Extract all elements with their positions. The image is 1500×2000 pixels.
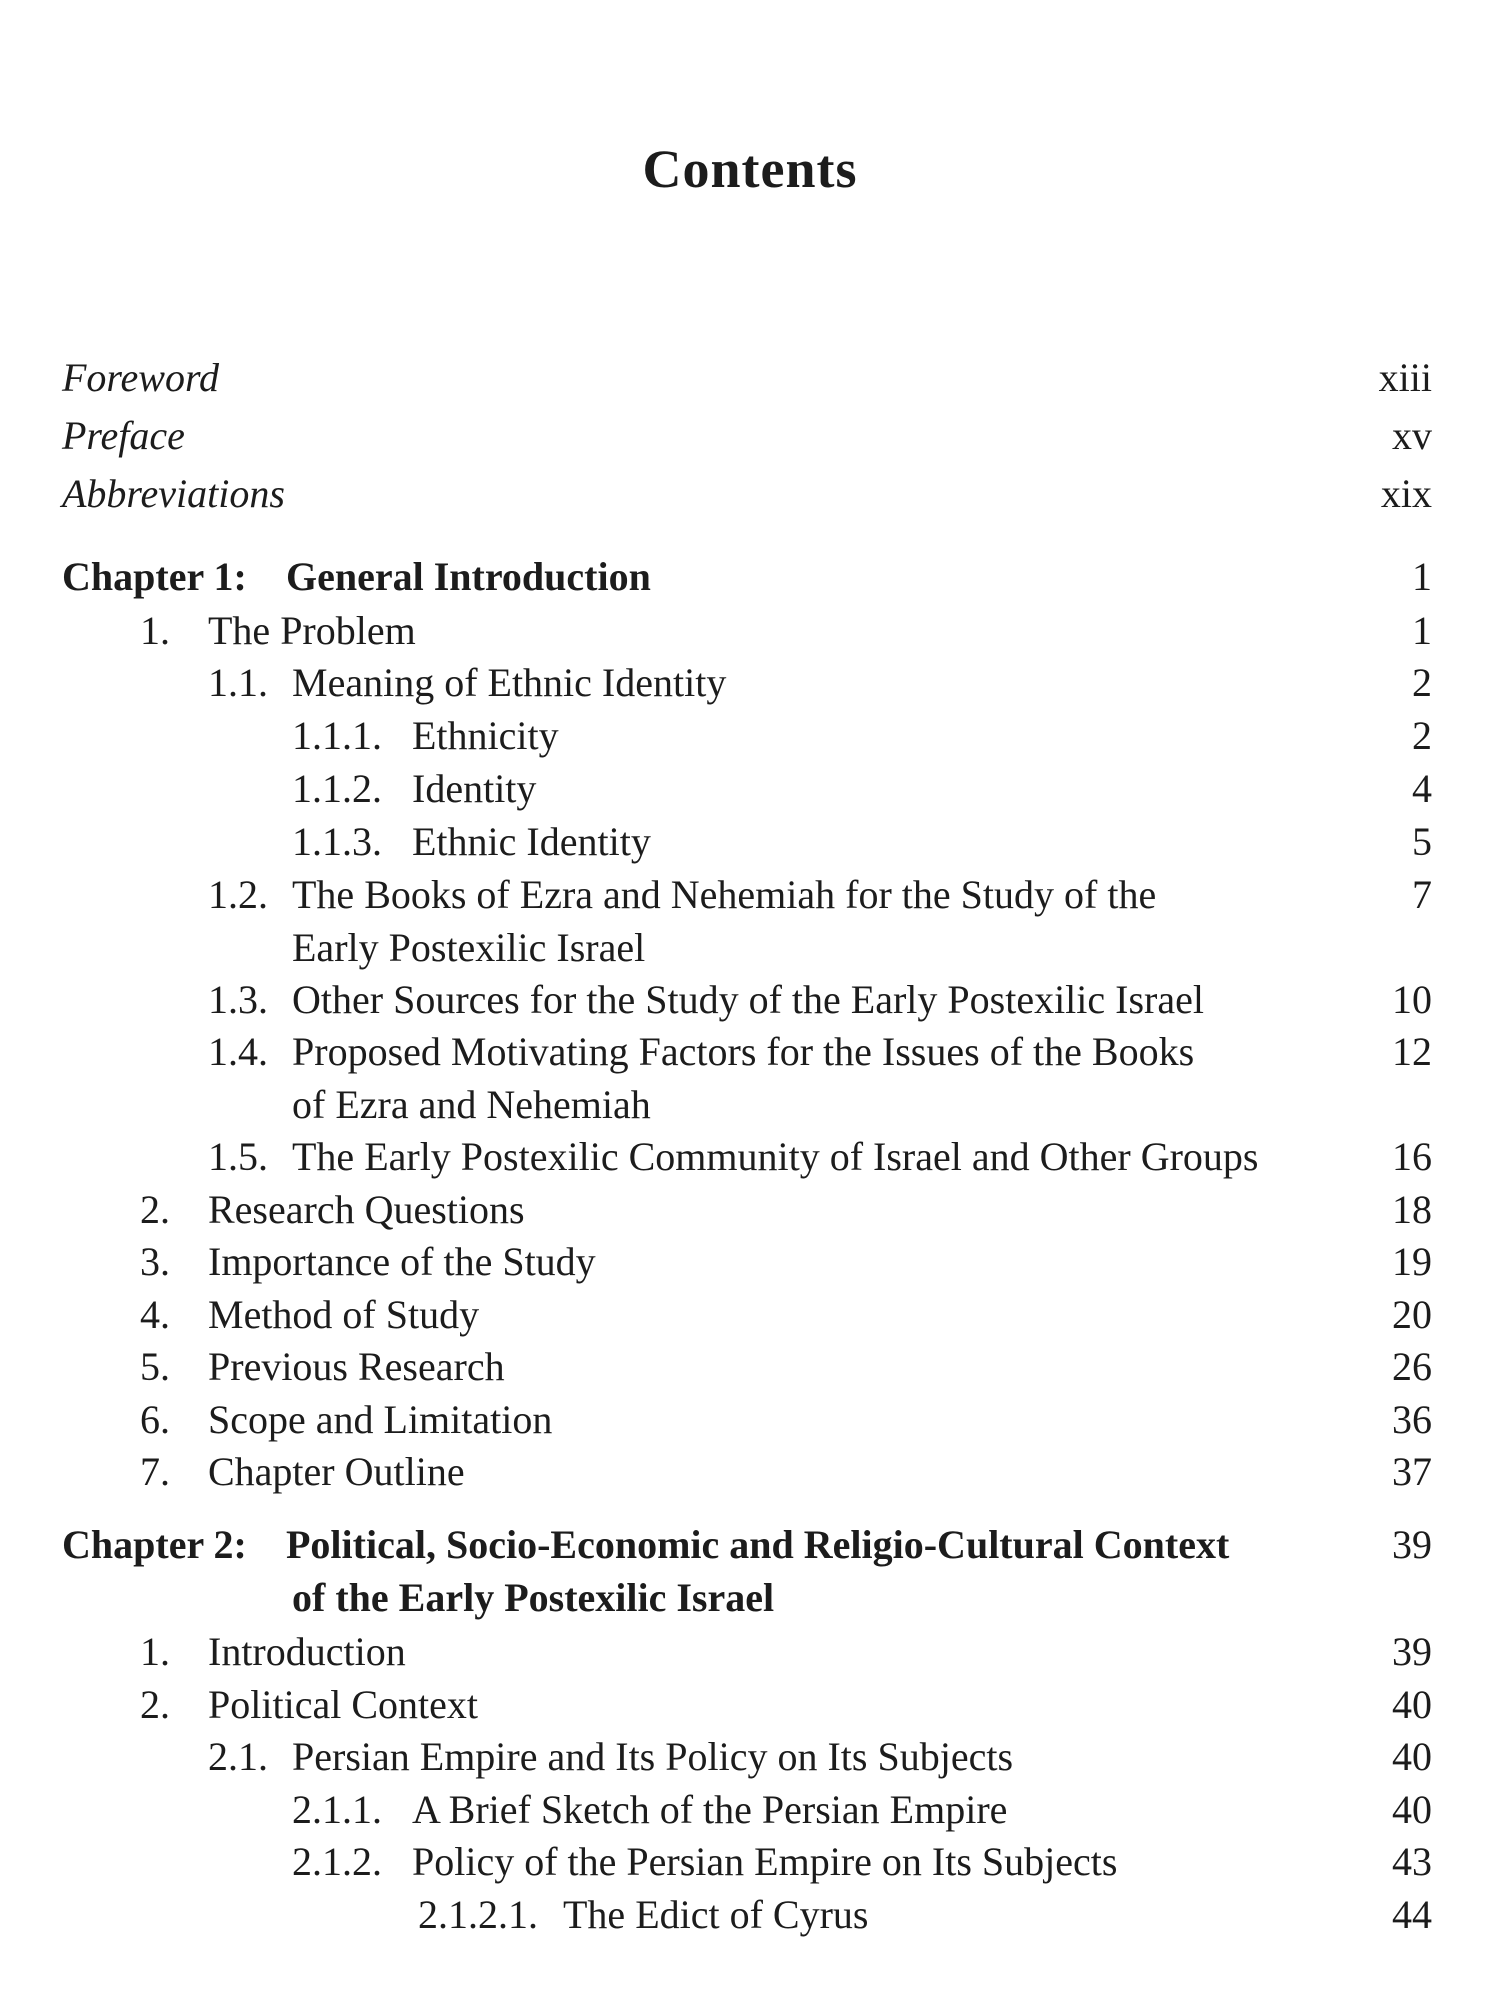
toc-entry-text: Abbreviations — [62, 471, 285, 516]
toc-page-number: 26 — [1392, 1344, 1432, 1389]
toc-entry-text: Research Questions — [208, 1187, 525, 1232]
toc-entry[interactable] — [0, 1027, 1500, 1077]
toc-entry[interactable] — [0, 1447, 1500, 1497]
section-number: 1. — [140, 608, 170, 653]
section-number: 7. — [140, 1449, 170, 1494]
toc-page-number: 36 — [1392, 1397, 1432, 1442]
toc-entry-text: Scope and Limitation — [208, 1397, 553, 1442]
toc-entry[interactable] — [0, 1680, 1500, 1730]
section-number: 1.1.2. — [292, 766, 382, 811]
toc-entry-text: The Edict of Cyrus — [563, 1892, 869, 1937]
toc-entry-text: Policy of the Persian Empire on Its Subjects — [412, 1839, 1118, 1884]
toc-chapter-2-heading-continuation — [0, 1573, 1500, 1623]
toc-entry-text: of Ezra and Nehemiah — [292, 1082, 651, 1127]
toc-entry-text: Proposed Motivating Factors for the Issues of the Books — [292, 1029, 1195, 1074]
toc-page-number: 40 — [1392, 1787, 1432, 1832]
toc-entry-text: Chapter Outline — [208, 1449, 465, 1494]
toc-entry-text: Early Postexilic Israel — [292, 925, 646, 970]
toc-entry-text: Previous Research — [208, 1344, 505, 1389]
toc-page-number: 16 — [1392, 1134, 1432, 1179]
toc-page-number: 2 — [1412, 660, 1432, 705]
toc-entry-text: Ethnicity — [412, 713, 559, 758]
toc-entry-text: Identity — [412, 766, 537, 811]
toc-page-number: 39 — [1392, 1522, 1432, 1567]
toc-entry[interactable] — [0, 1290, 1500, 1340]
chapter-label: Chapter 1: — [62, 554, 247, 599]
section-number: 1.3. — [208, 977, 268, 1022]
toc-entry-text: Ethnic Identity — [412, 819, 651, 864]
toc-entry[interactable] — [0, 1132, 1500, 1182]
toc-entry-abbreviations[interactable] — [0, 469, 1500, 519]
toc-page-number: 1 — [1412, 554, 1432, 599]
section-number: 1.1. — [208, 660, 268, 705]
toc-page-number: 44 — [1392, 1892, 1432, 1937]
toc-entry-foreword[interactable] — [0, 353, 1500, 403]
toc-entry-text: Meaning of Ethnic Identity — [292, 660, 727, 705]
toc-page-number: 37 — [1392, 1449, 1432, 1494]
section-number: 6. — [140, 1397, 170, 1442]
section-number: 1. — [140, 1629, 170, 1674]
toc-entry-text: Importance of the Study — [208, 1239, 596, 1284]
toc-page-number: 1 — [1412, 608, 1432, 653]
toc-page-number: 19 — [1392, 1239, 1432, 1284]
toc-entry-text: The Early Postexilic Community of Israel and Other Groups — [292, 1134, 1259, 1179]
toc-entry[interactable] — [0, 764, 1500, 814]
toc-entry[interactable] — [0, 1785, 1500, 1835]
toc-page-number: 2 — [1412, 713, 1432, 758]
section-number: 2. — [140, 1682, 170, 1727]
toc-page-number: 18 — [1392, 1187, 1432, 1232]
toc-page-number: 7 — [1412, 872, 1432, 917]
toc-entry-text: Method of Study — [208, 1292, 480, 1337]
toc-entry[interactable] — [0, 1395, 1500, 1445]
toc-page-number: 40 — [1392, 1682, 1432, 1727]
section-number: 4. — [140, 1292, 170, 1337]
toc-entry[interactable] — [0, 1627, 1500, 1677]
chapter-label: Chapter 2: — [62, 1522, 247, 1567]
toc-entry[interactable] — [0, 1837, 1500, 1887]
toc-entry-text: Other Sources for the Study of the Early Postexilic Israel — [292, 977, 1204, 1022]
toc-entry-text: The Problem — [208, 608, 416, 653]
toc-entry-text: Foreword — [62, 355, 220, 400]
toc-page-number: 39 — [1392, 1629, 1432, 1674]
toc-entry[interactable] — [0, 606, 1500, 656]
chapter-title: Political, Socio-Economic and Religio-Cultural Context — [286, 1522, 1230, 1567]
toc-entry[interactable] — [0, 870, 1500, 920]
section-number: 1.1.3. — [292, 819, 382, 864]
toc-entry-text: Political Context — [208, 1682, 478, 1727]
toc-page-number: 40 — [1392, 1734, 1432, 1779]
toc-page-number: 12 — [1392, 1029, 1432, 1074]
toc-page-number: 43 — [1392, 1839, 1432, 1884]
section-number: 1.1.1. — [292, 713, 382, 758]
toc-entry-text: Preface — [62, 413, 185, 458]
section-number: 2.1.2.1. — [418, 1892, 538, 1937]
toc-page-number: xv — [1392, 413, 1432, 458]
toc-entry[interactable] — [0, 975, 1500, 1025]
page-title: Contents — [642, 139, 858, 199]
toc-entry[interactable] — [0, 1185, 1500, 1235]
toc-page-number: 5 — [1412, 819, 1432, 864]
toc-entry[interactable] — [0, 1732, 1500, 1782]
toc-entry-text: Persian Empire and Its Policy on Its Subjects — [292, 1734, 1014, 1779]
section-number: 5. — [140, 1344, 170, 1389]
toc-entry[interactable] — [0, 1237, 1500, 1287]
toc-entry[interactable] — [0, 711, 1500, 761]
toc-entry[interactable] — [0, 817, 1500, 867]
toc-page-number: xiii — [1378, 355, 1432, 400]
section-number: 1.2. — [208, 872, 268, 917]
chapter-title: General Introduction — [286, 554, 651, 599]
section-number: 2.1. — [208, 1734, 268, 1779]
toc-chapter-1-heading[interactable] — [0, 552, 1500, 602]
toc-page-number: 10 — [1392, 977, 1432, 1022]
toc-page-number: 20 — [1392, 1292, 1432, 1337]
section-number: 2.1.2. — [292, 1839, 382, 1884]
toc-entry[interactable] — [0, 1890, 1500, 1940]
toc-entry[interactable] — [0, 1342, 1500, 1392]
toc-chapter-2-heading[interactable] — [0, 1520, 1500, 1570]
toc-entry-continuation — [0, 923, 1500, 973]
section-number: 2.1.1. — [292, 1787, 382, 1832]
toc-entry-text: A Brief Sketch of the Persian Empire — [412, 1787, 1008, 1832]
section-number: 2. — [140, 1187, 170, 1232]
toc-page-number: xix — [1380, 471, 1432, 516]
toc-entry[interactable] — [0, 658, 1500, 708]
section-number: 3. — [140, 1239, 170, 1284]
toc-entry-continuation — [0, 1080, 1500, 1130]
toc-page-number: 4 — [1412, 766, 1432, 811]
section-number: 1.4. — [208, 1029, 268, 1074]
toc-entry-text: The Books of Ezra and Nehemiah for the Study of the — [292, 872, 1157, 917]
toc-entry-text: Introduction — [208, 1629, 406, 1674]
section-number: 1.5. — [208, 1134, 268, 1179]
toc-entry-preface[interactable] — [0, 411, 1500, 461]
chapter-title: of the Early Postexilic Israel — [292, 1575, 775, 1620]
